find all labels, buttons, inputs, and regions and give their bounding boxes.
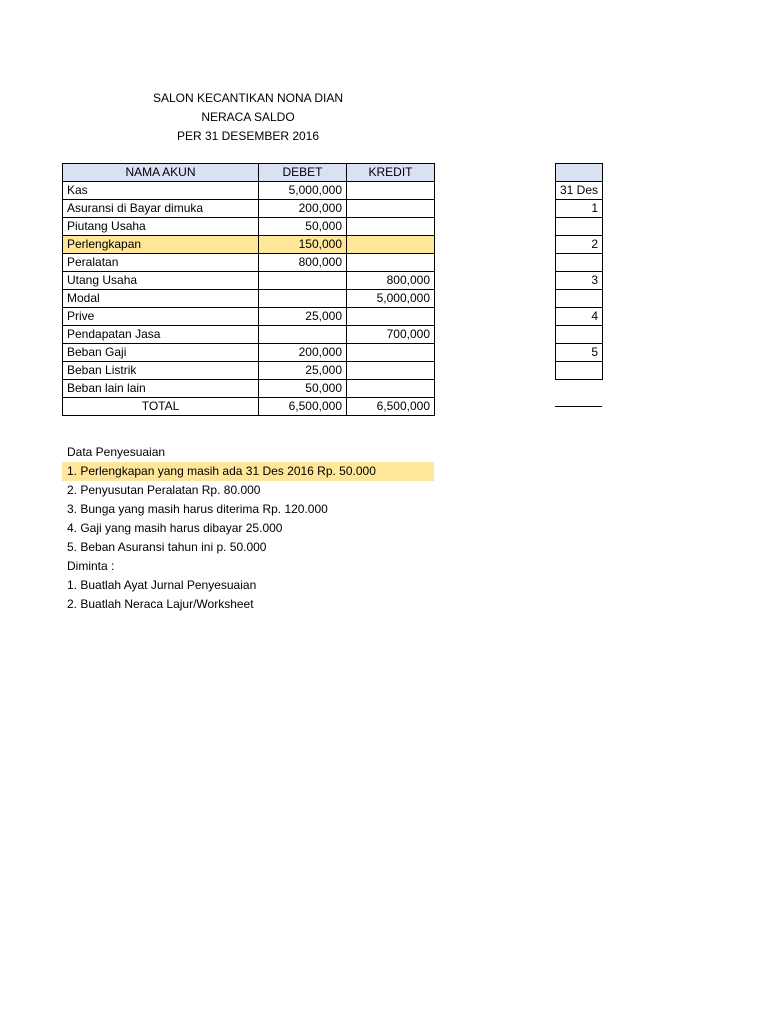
total-row	[63, 398, 435, 416]
note-item: 3. Bunga yang masih harus diterima Rp. 120.000	[67, 502, 328, 516]
account-cell[interactable]: Utang Usaha	[63, 272, 259, 290]
credit-cell[interactable]	[347, 218, 435, 236]
side-cell[interactable]: 3	[556, 272, 603, 290]
account-cell[interactable]: Asuransi di Bayar dimuka	[63, 200, 259, 218]
side-cell[interactable]	[556, 362, 603, 380]
debit-cell[interactable]: 50,000	[259, 218, 347, 236]
header-account[interactable]: NAMA AKUN	[63, 164, 259, 182]
side-cell[interactable]	[556, 218, 603, 236]
side-header-cell[interactable]	[556, 164, 603, 182]
company-name: SALON KECANTIKAN NONA DIAN	[152, 91, 344, 105]
side-cell[interactable]	[556, 326, 603, 344]
credit-cell[interactable]: 700,000	[347, 326, 435, 344]
debit-cell[interactable]: 200,000	[259, 200, 347, 218]
debit-cell[interactable]: 5,000,000	[259, 182, 347, 200]
header-credit[interactable]: KREDIT	[347, 164, 435, 182]
table-header-row	[63, 164, 435, 182]
side-cell[interactable]	[556, 254, 603, 272]
account-cell[interactable]: Beban Gaji	[63, 344, 259, 362]
account-cell[interactable]: Modal	[63, 290, 259, 308]
table-row	[63, 254, 435, 272]
credit-cell[interactable]	[347, 236, 435, 254]
side-cell[interactable]: 5	[556, 344, 603, 362]
table-row	[63, 272, 435, 290]
report-title-block	[62, 89, 434, 146]
account-cell[interactable]: Beban lain lain	[63, 380, 259, 398]
table-row	[63, 200, 435, 218]
side-cell[interactable]: 2	[556, 236, 603, 254]
side-cell[interactable]: 4	[556, 308, 603, 326]
account-cell[interactable]: Perlengkapan	[63, 236, 259, 254]
table-row	[63, 380, 435, 398]
side-cell[interactable]: 1	[556, 200, 603, 218]
table-row	[63, 182, 435, 200]
table-row-highlighted	[63, 236, 435, 254]
debit-cell[interactable]	[259, 290, 347, 308]
account-cell[interactable]: Prive	[63, 308, 259, 326]
note-item: 4. Gaji yang masih harus dibayar 25.000	[67, 521, 283, 535]
credit-cell[interactable]	[347, 182, 435, 200]
total-label[interactable]: TOTAL	[63, 398, 259, 416]
table-row	[63, 326, 435, 344]
debit-cell[interactable]: 50,000	[259, 380, 347, 398]
account-cell[interactable]: Pendapatan Jasa	[63, 326, 259, 344]
debit-cell[interactable]: 150,000	[259, 236, 347, 254]
trial-balance-table	[62, 163, 435, 416]
account-cell[interactable]: Beban Listrik	[63, 362, 259, 380]
header-debit[interactable]: DEBET	[259, 164, 347, 182]
credit-cell[interactable]	[347, 254, 435, 272]
total-debit[interactable]: 6,500,000	[259, 398, 347, 416]
table-row	[63, 362, 435, 380]
task-item: 2. Buatlah Neraca Lajur/Worksheet	[67, 597, 254, 611]
note-item: 5. Beban Asuransi tahun ini p. 50.000	[67, 540, 267, 554]
debit-cell[interactable]: 800,000	[259, 254, 347, 272]
table-row	[63, 344, 435, 362]
diminta-label: Diminta :	[67, 559, 115, 573]
note-item: 2. Penyusutan Peralatan Rp. 80.000	[67, 483, 261, 497]
credit-cell[interactable]: 800,000	[347, 272, 435, 290]
debit-cell[interactable]	[259, 272, 347, 290]
account-cell[interactable]: Piutang Usaha	[63, 218, 259, 236]
note-item-highlighted: 1. Perlengkapan yang masih ada 31 Des 2016 Rp. 50.000	[62, 462, 434, 481]
account-cell[interactable]: Peralatan	[63, 254, 259, 272]
credit-cell[interactable]	[347, 380, 435, 398]
side-underline	[555, 406, 602, 407]
debit-cell[interactable]: 25,000	[259, 308, 347, 326]
adjustment-reference-column	[555, 163, 603, 380]
debit-cell[interactable]	[259, 326, 347, 344]
credit-cell[interactable]	[347, 344, 435, 362]
table-row	[63, 290, 435, 308]
credit-cell[interactable]	[347, 200, 435, 218]
total-credit[interactable]: 6,500,000	[347, 398, 435, 416]
adjustment-notes	[62, 443, 434, 614]
account-cell[interactable]: Kas	[63, 182, 259, 200]
credit-cell[interactable]	[347, 308, 435, 326]
debit-cell[interactable]: 25,000	[259, 362, 347, 380]
side-cell[interactable]	[556, 290, 603, 308]
report-title: NERACA SALDO	[201, 110, 295, 124]
debit-cell[interactable]: 200,000	[259, 344, 347, 362]
report-period: PER 31 DESEMBER 2016	[176, 129, 320, 143]
task-item: 1. Buatlah Ayat Jurnal Penyesuaian	[67, 578, 257, 592]
side-date-cell[interactable]: 31 Des	[556, 182, 603, 200]
table-row	[63, 218, 435, 236]
credit-cell[interactable]: 5,000,000	[347, 290, 435, 308]
credit-cell[interactable]	[347, 362, 435, 380]
notes-heading: Data Penyesuaian	[67, 445, 166, 459]
table-row	[63, 308, 435, 326]
